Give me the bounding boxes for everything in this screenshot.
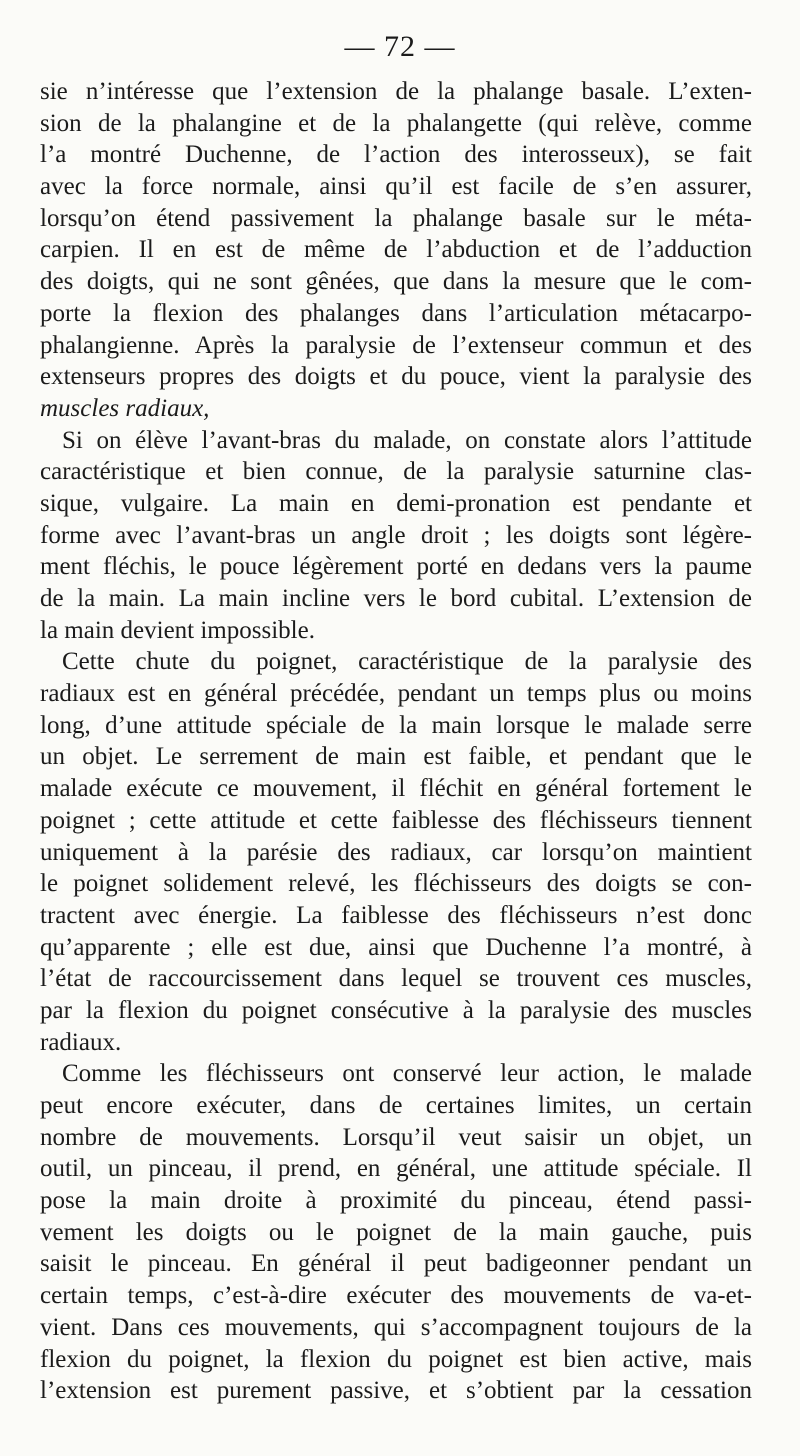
text-line: Comme les fléchisseurs ont conservé leur action, le malade (62, 1060, 752, 1088)
text-line: peut encore exécuter, dans de certaines limites, un certain (40, 1092, 752, 1119)
text-line: Si on élève l’avant-bras du malade, on constate alors l’attitude (62, 426, 752, 454)
paragraph (40, 425, 752, 647)
text-line: lorsqu’on étend passivement la phalange basale sur le méta- (40, 204, 752, 232)
text-line: l’extension est purement passive, et s’obtient par la cessation (40, 1377, 752, 1405)
text-line: forme avec l’avant-bras un angle droit ; les doigts sont légère- (40, 521, 752, 549)
text-line: de la main. La main incline vers le bord cubital. L’extension de (40, 585, 752, 612)
text-line: flexion du poignet, la flexion du poignet est bien active, mais (40, 1345, 752, 1373)
paragraph (40, 76, 752, 425)
text-line: avec la force normale, ainsi qu’il est facile de s’en assurer, (40, 173, 752, 201)
text-line: nombre de mouvements. Lorsqu’il veut saisir un objet, un (40, 1123, 752, 1151)
text-line: ment fléchis, le pouce légèrement porté en dedans vers la paume (40, 553, 752, 581)
text-line: vient. Dans ces mouvements, qui s’accompagnent toujours de la (40, 1313, 752, 1341)
text-line: la main devient impossible. (40, 616, 315, 644)
text-line: tractent avec énergie. La faiblesse des fléchisseurs n’est donc (40, 901, 752, 929)
text-line: l’état de raccourcissement dans lequel se trouvent ces muscles, (40, 965, 752, 993)
text-line: l’a montré Duchenne, de l’action des interosseux), se fait (40, 141, 752, 169)
text-line: Cette chute du poignet, caractéristique de la paralysie des (62, 648, 752, 676)
text-line: vement les doigts ou le poignet de la main gauche, puis (40, 1218, 752, 1246)
text-line: poignet ; cette attitude et cette faiblesse des fléchisseurs tiennent (40, 806, 752, 834)
text-line: par la flexion du poignet consécutive à la paralysie des muscles (40, 996, 752, 1024)
page-number: — 72 — (344, 30, 456, 63)
text-line: long, d’une attitude spéciale de la main lorsque le malade serre (40, 711, 752, 739)
text-line: qu’apparente ; elle est due, ainsi que Duchenne l’a montré, à (40, 933, 752, 961)
text-line: saisit le pinceau. En général il peut badigeonner pendant un (40, 1250, 752, 1278)
text-line: pose la main droite à proximité du pinceau, étend passi- (40, 1187, 752, 1215)
text-line: uniquement à la parésie des radiaux, car lorsqu’on maintient (40, 838, 752, 866)
text-line: malade exécute ce mouvement, il fléchit en général fortement le (40, 775, 752, 803)
text-line: sion de la phalangine et de la phalangette (qui relève, comme (40, 109, 752, 137)
text-line: caractéristique et bien connue, de la paralysie saturnine clas- (40, 458, 752, 486)
text-line-italic: muscles radiaux, (40, 394, 210, 422)
text-line: extenseurs propres des doigts et du pouce, vient la paralysie des (40, 363, 752, 391)
paragraph (40, 1058, 752, 1407)
text-line: porte la flexion des phalanges dans l’articulation métacarpo- (40, 299, 752, 327)
text-line: des doigts, qui ne sont gênées, que dans la mesure que le com- (40, 268, 752, 296)
text-line: sie n’intéresse que l’extension de la phalange basale. L’exten- (40, 78, 752, 105)
text-line: carpien. Il en est de même de l’abduction et de l’adduction (40, 236, 752, 264)
text-line: certain temps, c’est-à-dire exécuter des mouvements de va-et- (40, 1282, 752, 1310)
text-line: radiaux est en général précédée, pendant un temps plus ou moins (40, 680, 752, 708)
text-line: phalangienne. Après la paralysie de l’extenseur commun et des (40, 331, 752, 359)
text-line: radiaux. (40, 1028, 122, 1056)
paragraph (40, 646, 752, 1058)
body-text (40, 76, 752, 1407)
text-line: sique, vulgaire. La main en demi-pronation est pendante et (40, 489, 752, 517)
text-line: un objet. Le serrement de main est faible, et pendant que le (40, 743, 752, 771)
text-line: outil, un pinceau, il prend, en général, une attitude spéciale. Il (40, 1155, 752, 1183)
text-line: le poignet solidement relevé, les fléchisseurs des doigts se con- (40, 870, 752, 898)
